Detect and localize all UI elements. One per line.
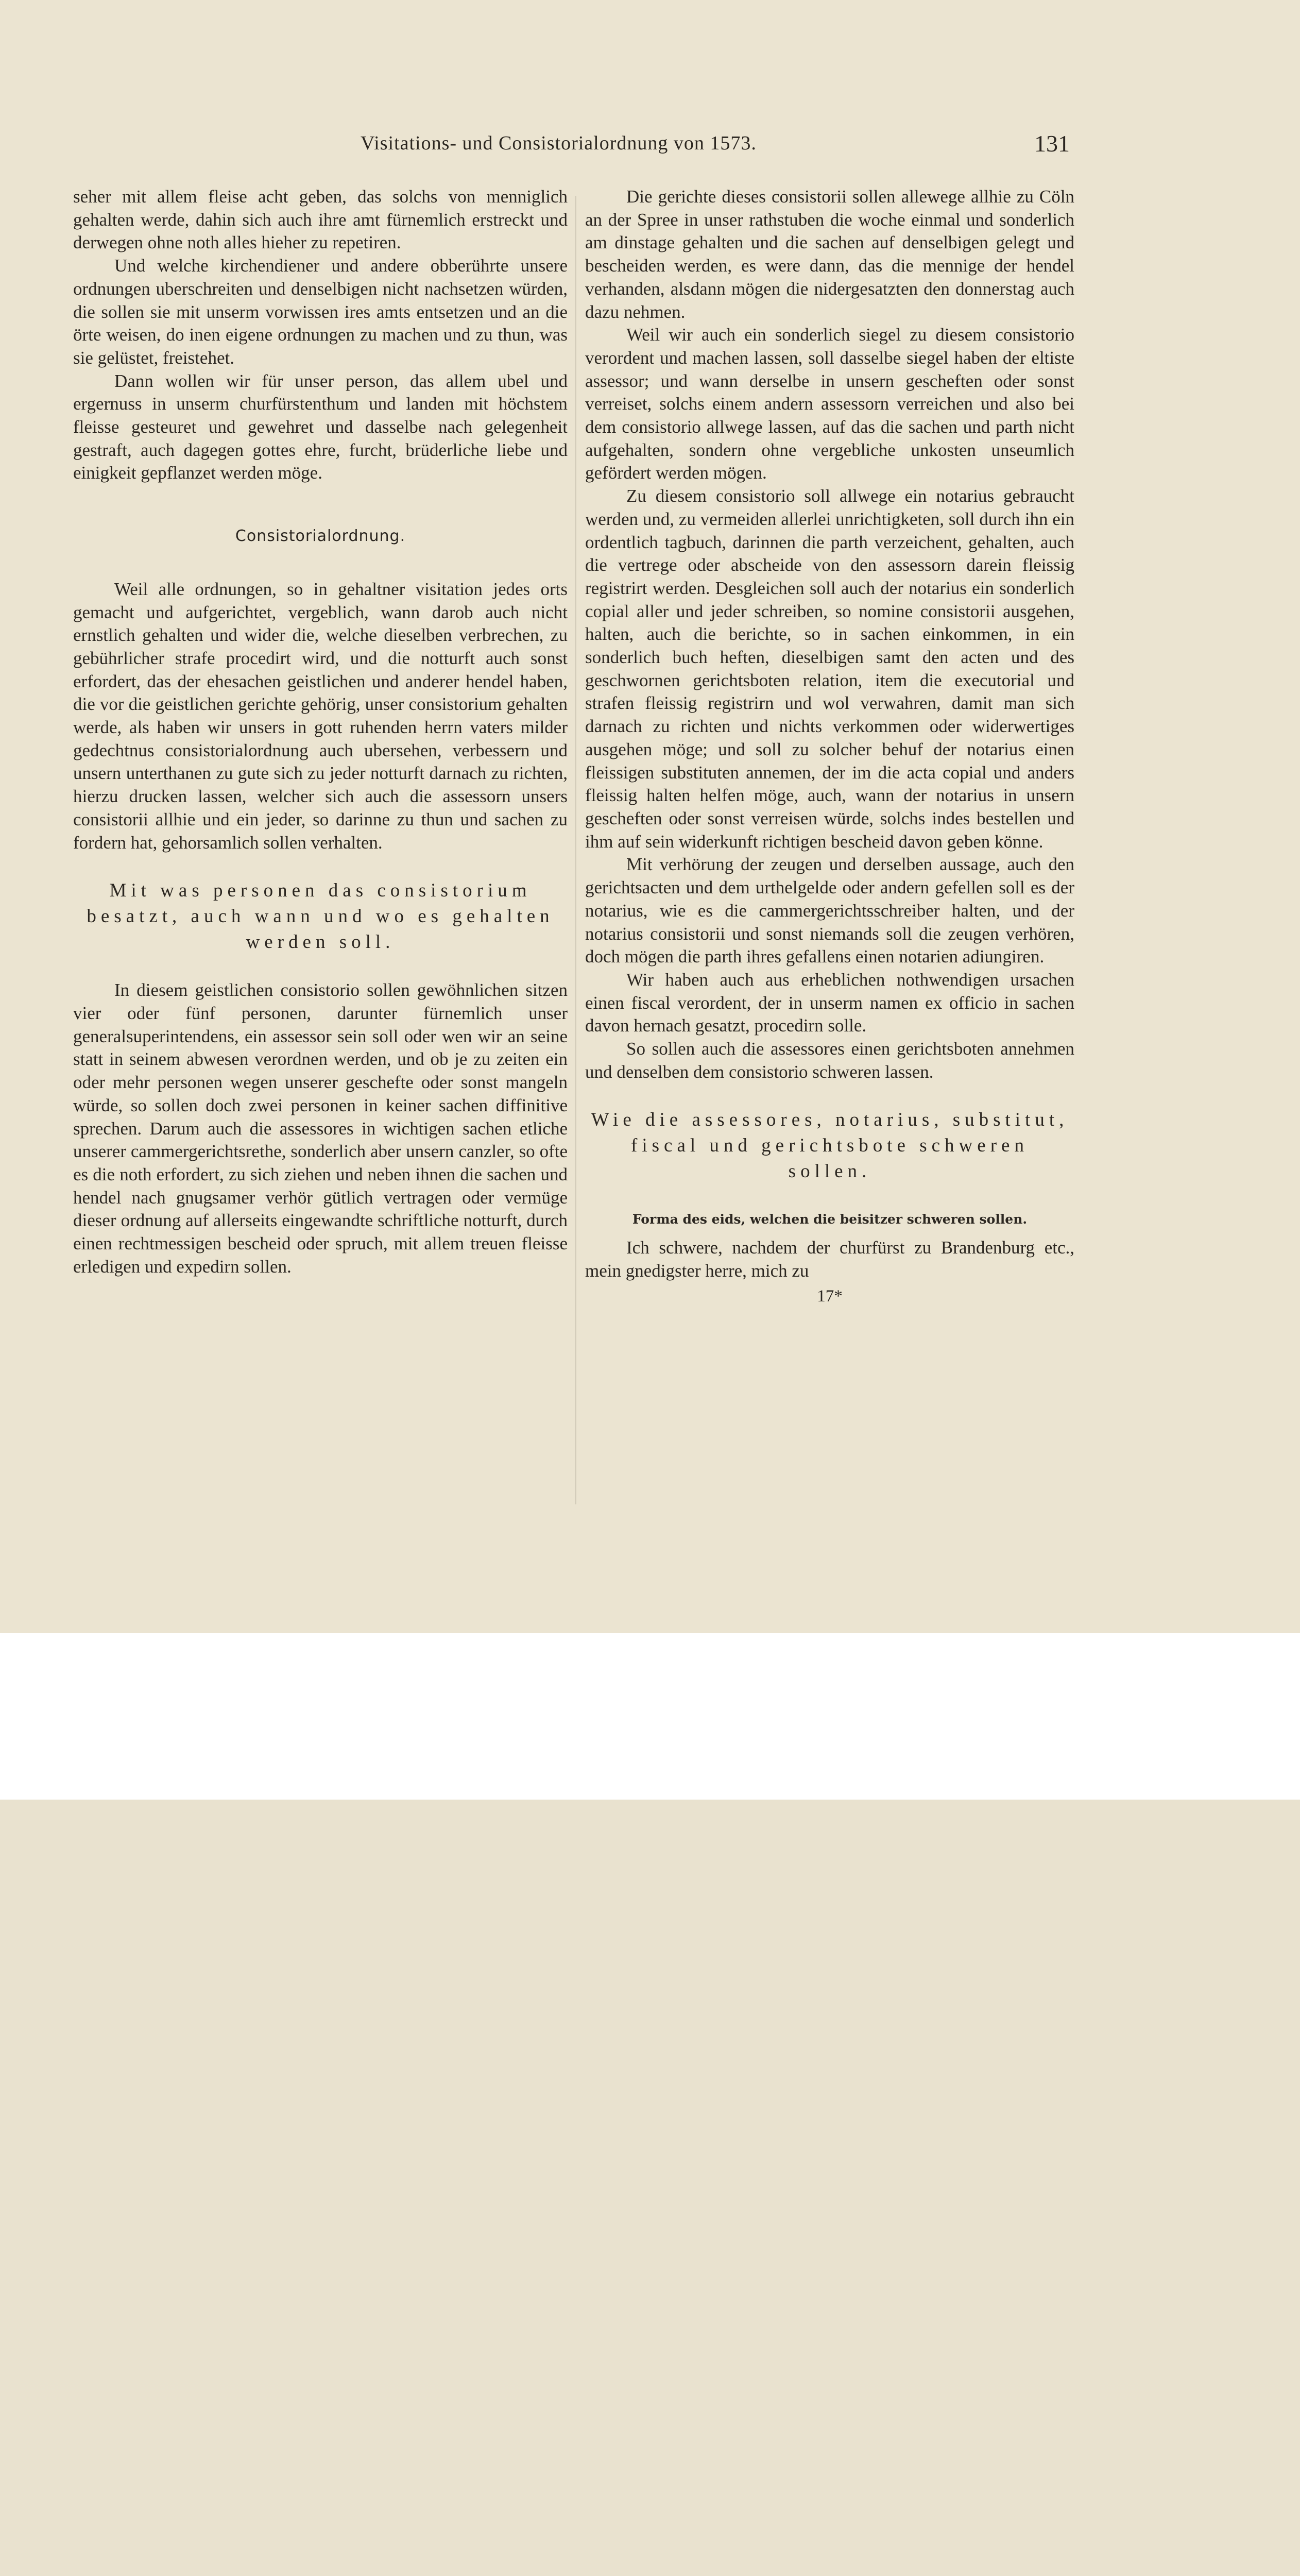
paragraph: Dann wollen wir für unser person, das allem ubel und ergernuss in unserm churfürstenthum und landen mit höchstem fleisse gesteuret und gewehret und dasselbe nach gelegenheit gestraft, auch dagegen gottes ehre, furcht, brüderliche liebe und einigkeit gepflanzet werden möge. [73, 370, 568, 483]
section-heading: Wie die assessores, notarius, substitut, fiscal und gerichtsbote schweren sollen. [591, 1109, 1069, 1182]
right-column [585, 185, 1074, 1308]
running-head: Visitations- und Consistorialordnung von 1573. [361, 132, 757, 154]
paragraph: Wir haben auch aus erheblichen nothwendigen ursachen einen fiscal verordent, der in unserm namen ex officio in sachen davon hernach gesatzt, procedirn solle. [585, 969, 1074, 1036]
section-heading: Mit was personen das consistorium besatzt, auch wann und wo es gehalten werden soll. [87, 880, 554, 953]
paragraph: Weil wir auch ein sonderlich siegel zu diesem consistorio verordent und machen lassen, soll dasselbe siegel haben der eltiste assessor; und wann derselbe in unsern gescheften oder sonst verreiset, solchs einem andern assessorn verreichen und also bei dem consistorio allwege lassen, auf das die sachen und parth nicht aufgehalten, sondern ohne vergebliche unkosten unseumlich gefördert werden mögen. [585, 325, 1074, 483]
footer-bar [0, 1633, 1300, 1800]
paragraph: Und welche kirchendiener und andere obberührte unsere ordnungen uberschreiten und denselbigen nicht nachsetzen würden, die sollen sie mit unserm vorwissen ires amts entsetzen und an die örte weisen, do inen eigene ordnungen zu machen und zu thun, was sie gelüstet, freistehet. [73, 256, 568, 368]
paragraph: In diesem geistlichen consistorio sollen gewöhnlichen sitzen vier oder fünf personen, darunter fürnemlich unser generalsuperintendens, ein assessor sein soll oder wen wir an seine statt in seinem abwesen verordnen werden, und ob je zu zeiten ein oder mehr personen wegen unserer geschefte oder sonst mangeln würde, so sollen doch zwei personen in keiner sachen diffinitive sprechen. Darum auch die assessores in wichtigen sachen etliche unserer cammergerichtsrethe, sonderlich aber unsern canzler, so ofte es die noth erfordert, zu sich ziehen und neben ihnen die sachen und hendel nach gnugsamer verhör gütlich vertragen oder vermüge dieser ordnung auf allerseits eingewandte schriftliche notturft, durch einen rechtmessigen bescheid oder spruch, mit allem treuen fleisse erledigen und expedirn sollen. [73, 980, 568, 1277]
paragraph: So sollen auch die assessores einen gerichtsboten annehmen und denselben dem consistorio schweren lassen. [585, 1039, 1074, 1082]
paragraph: Ich schwere, nachdem der churfürst zu Brandenburg etc., mein gnedigster herre, mich zu [585, 1238, 1074, 1281]
signature-mark: 17* [817, 1286, 843, 1306]
paragraph: Die gerichte dieses consistorii sollen allewege allhie zu Cöln an der Spree in unser rathstuben die woche einmal und sonderlich am dinstage gehalten und die sachen auf denselbigen gelegt und bescheiden werden, es were dann, das die mennige der hendel verhanden, alsdann mögen die nidergesatzten den donnerstag auch dazu nehmen. [585, 187, 1074, 322]
oath-form-title: Forma des eids, welchen die beisitzer schweren sollen. [632, 1212, 1028, 1227]
paragraph: seher mit allem fleise acht geben, das solchs von menniglich gehalten werde, dahin sich auch ihre amt fürnemlich erstreckt und derwegen ohne noth alles hieher zu repetiren. [73, 187, 568, 253]
section-heading: Consistorialordnung. [235, 527, 406, 546]
paragraph: Zu diesem consistorio soll allwege ein notarius gebraucht werden und, zu vermeiden allerlei unrichtigketen, soll durch ihn ein ordentlich tagbuch, darinnen die parth verzeichent, gehalten, auch die vertrege oder abscheide von den assessorn darein fleissig registrirt werden. Desgleichen soll auch der notarius ein sonderlich copial aller und jeder schreiben, so nomine consistorii ausgehen, halten, auch die berichte, so in sachen einkommen, in ein sonderlich buch heften, dieselbigen samt den acten und des geschwornen gerichtsboten relation, item die executorial und strafen fleissig registrirn und wol verwahren, damit man sich darnach zu richten und nichts verkommen oder widerwertiges ausgehen möge; und soll zu solcher behuf der notarius einen fleissigen substituten annemen, der im die acta copial und anders fleissig halten helfen möge, auch, wann der notarius in unsern gescheften oder sonst verreisen würde, solchs indes bestellen und ihm auf sein widerkunft richtigen bescheid davon geben könne. [585, 486, 1074, 852]
column-divider [575, 196, 576, 1504]
left-column [73, 185, 568, 1278]
paragraph: Mit verhörung der zeugen und derselben aussage, auch den gerichtsacten und dem urthelgelde oder andern gefellen soll es der notarius, wie es die cammergerichtsschreiber halten, und der notarius consistorii und sonst niemands soll die zeugen verhören, doch mögen die parth ihres gefallens einen notarien adiungiren. [585, 854, 1074, 967]
page-number: 131 [1034, 130, 1070, 157]
paragraph: Weil alle ordnungen, so in gehaltner visitation jedes orts gemacht und aufgerichtet, vergeblich, wann darob auch nicht ernstlich gehalten und wider die, welche dieselben verbrechen, zu gebührlicher strafe procedirt wird, und die notturft auch sonst erfordert, das der ehesachen geistlichen und anderer hendel haben, die vor die geistlichen gerichte gehörig, unser consistorium gehalten werde, als haben wir unsers in gott ruhenden herrn vaters milder gedechtnus consistorialordnung auch ubersehen, verbessern und unsern unterthanen zu gute sich zu jeder notturft darnach zu richten, hierzu drucken lassen, welcher sich auch die assessorn unsers consistorii allhie und ein jeder, so darinne zu thun und sachen zu fordern hat, gehorsamlich sollen verhalten. [73, 579, 568, 853]
